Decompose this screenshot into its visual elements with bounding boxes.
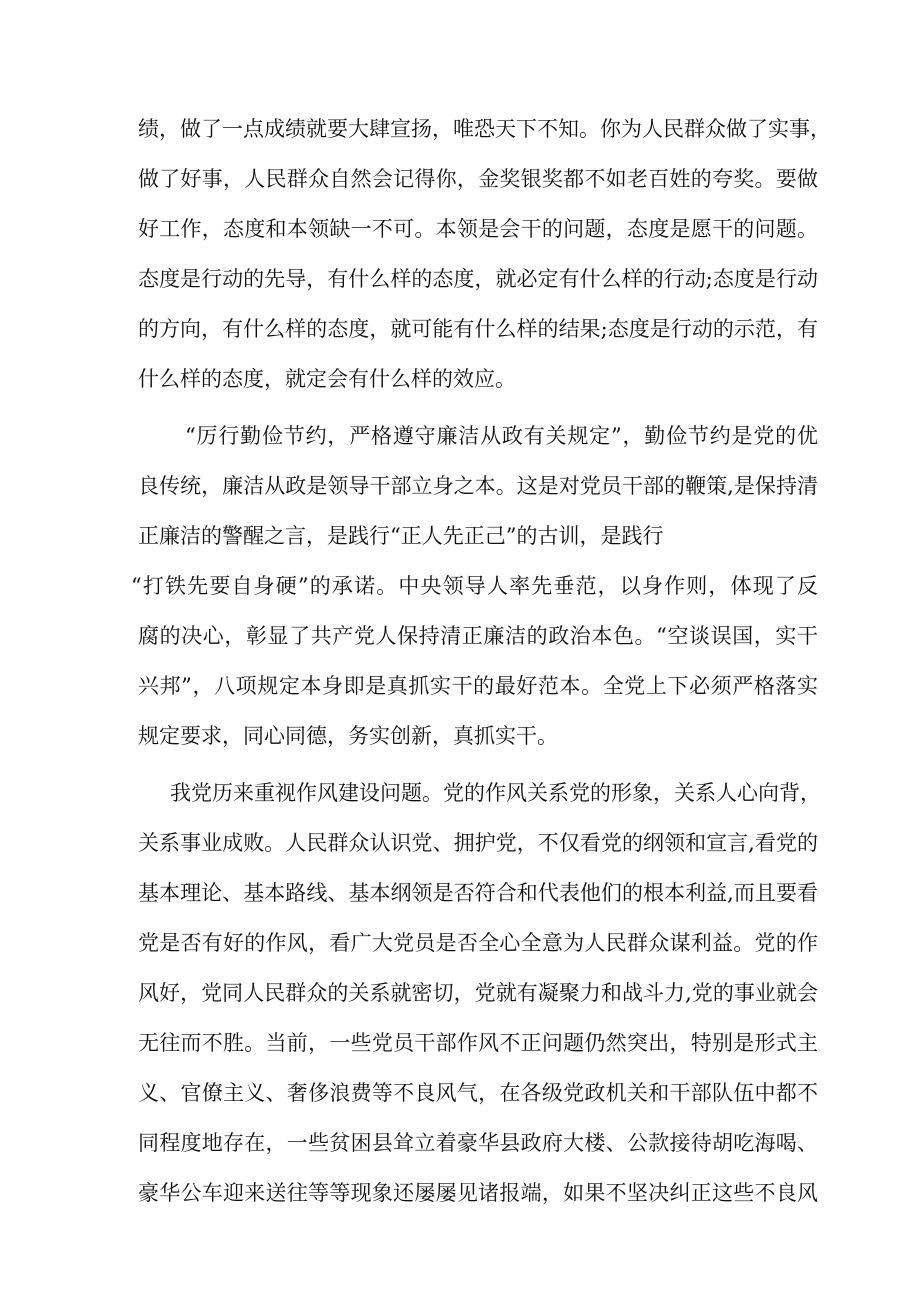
text-line: 好工作，态度和本领缺一不可。本领是会干的问题，态度是愿干的问题。 (138, 217, 818, 241)
text-line: 党是否有好的作风，看广大党员是否全心全意为人民群众谋利益。党的作 (138, 931, 818, 955)
text-line: 态度是行动的先导，有什么样的态度，就必定有什么样的行动;态度是行动 (138, 267, 818, 291)
text-line: 同程度地存在，一些贫困县耸立着豪华县政府大楼、公款接待胡吃海喝、 (138, 1131, 818, 1155)
text-line: 兴邦”，八项规定本身即是真抓实干的最好范本。全党上下必须严格落实 (138, 674, 818, 698)
text-line: 豪华公车迎来送往等等现象还屡屡见诸报端，如果不坚决纠正这些不良风 (138, 1181, 818, 1205)
text-line: 我党历来重视作风建设问题。党的作风关系党的形象，关系人心向背， (170, 781, 821, 805)
text-line: 无往而不胜。当前，一些党员干部作风不正问题仍然突出，特别是形式主 (138, 1031, 818, 1055)
text-line: 义、官僚主义、奢侈浪费等不良风气，在各级党政机关和干部队伍中都不 (138, 1081, 818, 1105)
text-line: 正廉洁的警醒之言，是践行“正人先正己”的古训，是践行 (138, 524, 664, 548)
text-line: 绩，做了一点成绩就要大肆宣扬，唯恐天下不知。你为人民群众做了实事， (138, 117, 831, 141)
text-line: 的方向，有什么样的态度，就可能有什么样的结果;态度是行动的示范，有 (138, 317, 818, 341)
text-line: 规定要求，同心同德，务实创新，真抓实干。 (138, 724, 558, 748)
text-line: 良传统，廉洁从政是领导干部立身之本。这是对党员干部的鞭策,是保持清 (138, 474, 818, 498)
text-line: 什么样的态度，就定会有什么样的效应。 (138, 367, 516, 391)
text-line: 腐的决心，彰显了共产党人保持清正廉洁的政治本色。“空谈误国，实干 (138, 624, 818, 648)
text-line: 做了好事，人民群众自然会记得你，金奖银奖都不如老百姓的夸奖。要做 (138, 167, 818, 191)
text-line: 基本理论、基本路线、基本纲领是否符合和代表他们的根本利益,而且要看 (138, 881, 818, 905)
text-line: 关系事业成败。人民群众认识党、拥护党，不仅看党的纲领和宣言,看党的 (138, 831, 818, 855)
text-line: “打铁先要自身硬”的承诺。中央领导人率先垂范，以身作则，体现了反 (131, 574, 818, 598)
text-line: 风好，党同人民群众的关系就密切，党就有凝聚力和战斗力,党的事业就会 (138, 981, 818, 1005)
text-line: “厉行勤俭节约，严格遵守廉洁从政有关规定”，勤俭节约是党的优 (185, 424, 818, 448)
